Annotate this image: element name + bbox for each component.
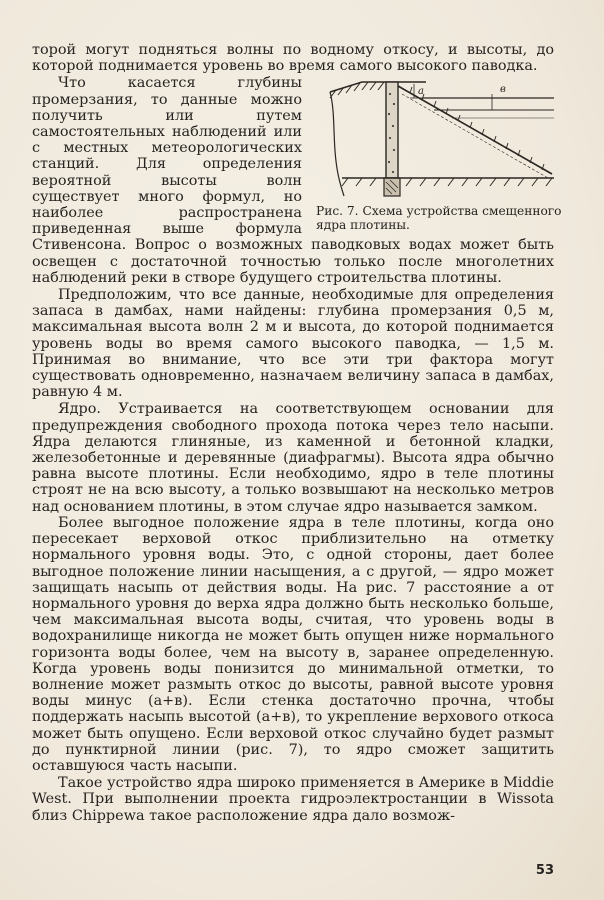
dam-core-diagram [322,74,558,200]
core-wall [386,82,398,178]
figure-caption [314,204,564,232]
paragraph-2: Что касается глубины промерзания, то данные можно получить или путем самостоятельных наблюдений или с местных метеорологических станций. Для определения вероятной высоты волн существует много формул, но наиболее распространена приведенная выше формула Стивенсона. Вопрос о возможных паводковых водах может быть освещен с достаточной точностью только после многолетних наблюдений реки в створе будущего строительства плотины. [32,75,554,286]
figure-7 [314,74,564,232]
caption-text: Схема устройства смещенного ядра плотины. [316,204,562,233]
paragraph-1: торой могут подняться волны по водному откосу, и высоты, до которой поднимается уровень во время самого высокого паводка. [32,42,554,75]
page-number: 53 [535,863,554,878]
paragraph-5: Более выгодное положение ядра в теле плотины, когда оно пересекает верховой откос приблизительно на отметку нормального уровня воды. Это, с одной стороны, дает более выгодное положение линии насыщения, а с другой, — ядро может защищать насыпь от действия воды. На рис. 7 расстояние а от нормального уровня до верха ядра должно быть несколько больше, чем максимальная высота воды, считая, что уровень воды в водохранилище никогда не может быть опущен ниже нормального горизонта воды более, чем на высоту в, заранее определенную. Когда уровень воды понизится до минимальной отметки, то волнение может размыть откос до высоты, равной высоте уровня воды минус (а+в). Если стенка достаточно прочна, чтобы поддержать насыпь высотой (а+в), то укрепление верхового откоса может быть опущено. Если верховой откос случайно будет размыт до пунктирной линии (рис. 7), то ядро сможет защитить оставшуюся часть насыпи. [32,514,554,774]
paragraph-6: Такое устройство ядра широко применяется в Америке в Middie West. При выполнении проекта гидроэлектростанции в Wissota близ Chippewa такое расположение ядра дало возмож- [32,775,554,824]
paragraph-3: Предположим, что все данные, необходимые для определения запаса в дамбах, нами найдены: глубина промерзания 0,5 м, максимальная высота волн 2 м и высота, до которой поднимается уровень воды во время самого высокого паводка, — 1,5 м. Принимая во внимание, что все эти три фактора могут существовать одновременно, назначаем величину запаса в дамбах, равную 4 м. [32,287,554,401]
caption-label: Рис. 7. [316,204,359,219]
paragraph-4: Ядро. Устраивается на соответствующем основании для предупреждения свободного прохода потока через тело насыпи. Ядра делаются глиняные, из каменной и бетонной кладки, железобетонные и деревянные (диафрагмы). Высота ядра обычно равна высоте плотины. Если необходимо, ядро в теле плотины строят не на всю высоту, а только возвышают на несколько метров над основанием плотины, в этом случае ядро называется замком. [32,401,554,515]
label-a: а [418,86,424,98]
label-v: в [500,84,506,96]
